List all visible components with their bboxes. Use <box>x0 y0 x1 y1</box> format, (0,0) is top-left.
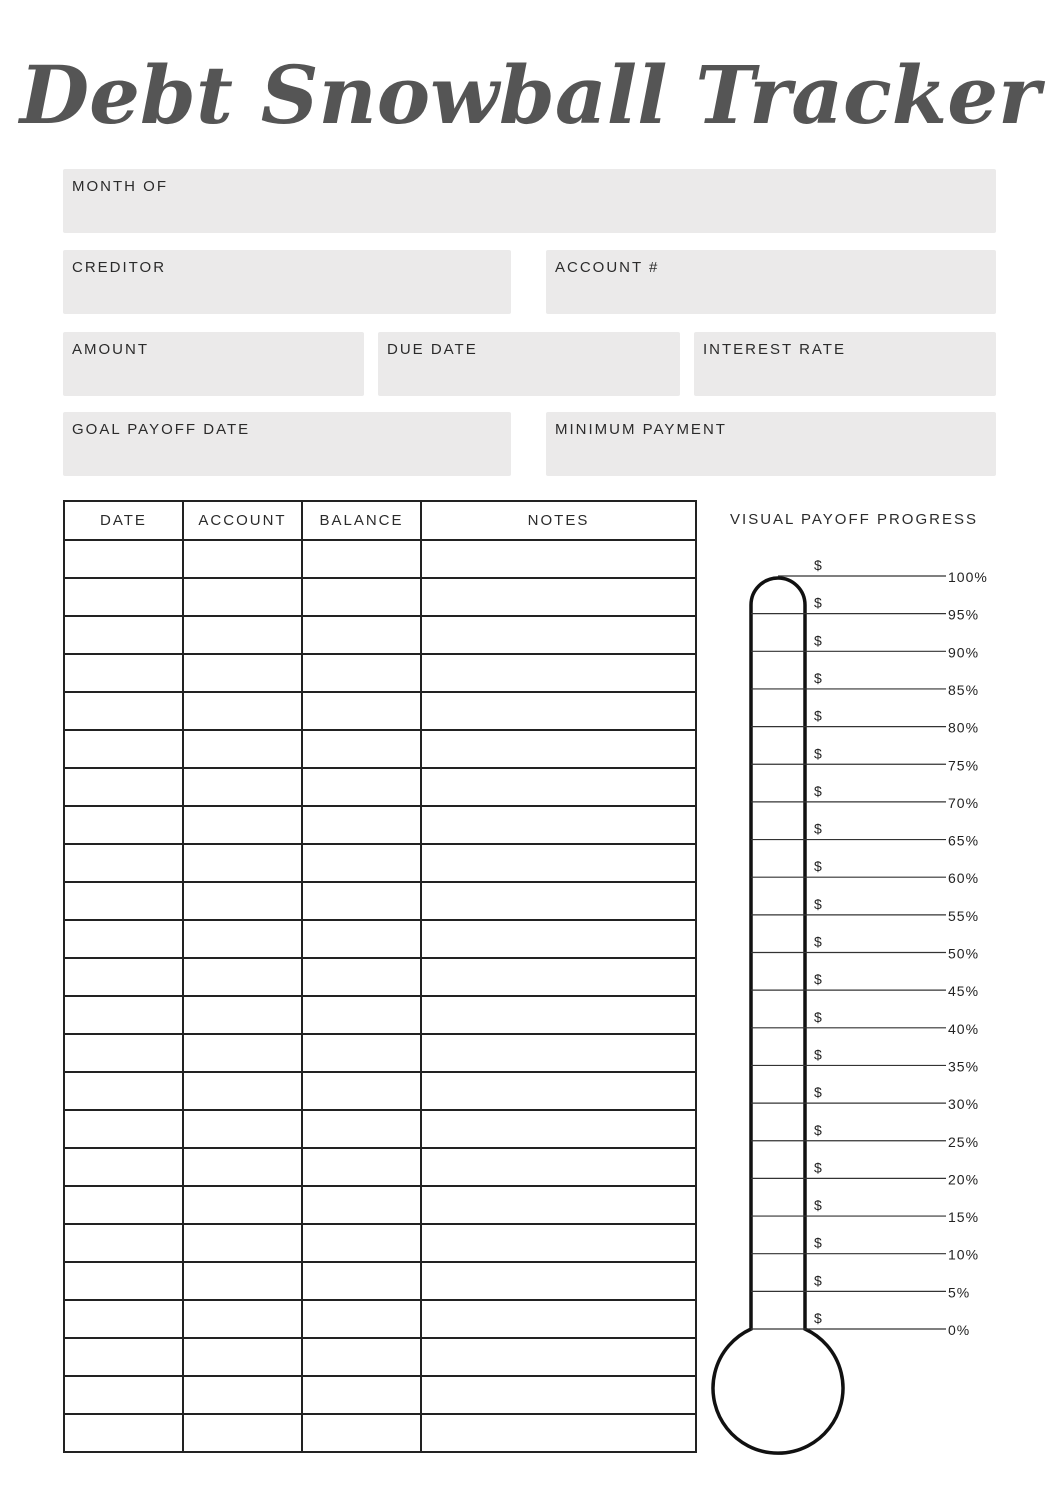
percent-label: 90% <box>948 644 980 661</box>
notes-cell[interactable] <box>421 958 696 996</box>
account-cell[interactable] <box>183 1072 302 1110</box>
date-cell[interactable] <box>64 692 183 730</box>
notes-cell[interactable] <box>421 1186 696 1224</box>
table-header-row <box>64 501 696 540</box>
dollar-amount-slot[interactable]: $ <box>814 707 823 724</box>
date-cell[interactable] <box>64 1034 183 1072</box>
dollar-amount-slot[interactable]: $ <box>814 745 823 762</box>
date-cell[interactable] <box>64 768 183 806</box>
dollar-amount-slot[interactable]: $ <box>814 858 823 875</box>
percent-label: 55% <box>948 907 980 924</box>
notes-cell[interactable] <box>421 844 696 882</box>
date-cell[interactable] <box>64 1186 183 1224</box>
balance-cell[interactable] <box>302 958 421 996</box>
balance-cell[interactable] <box>302 1414 421 1452</box>
table-row <box>64 768 696 806</box>
dollar-amount-slot[interactable]: $ <box>814 1197 823 1214</box>
interest-rate-label: INTEREST RATE <box>703 341 846 358</box>
goal-payoff-date-field[interactable] <box>63 412 511 476</box>
balance-cell[interactable] <box>302 1148 421 1186</box>
balance-cell[interactable] <box>302 730 421 768</box>
balance-cell[interactable] <box>302 1376 421 1414</box>
thermometer-graphic <box>700 550 1000 1470</box>
table-row <box>64 1376 696 1414</box>
date-cell[interactable] <box>64 806 183 844</box>
balance-cell[interactable] <box>302 578 421 616</box>
dollar-amount-slot[interactable]: $ <box>814 632 823 649</box>
date-cell[interactable] <box>64 882 183 920</box>
dollar-amount-slot[interactable]: $ <box>814 1008 823 1025</box>
page-title: Debt Snowball Tracker <box>19 48 1041 142</box>
table-row <box>64 616 696 654</box>
dollar-amount-slot[interactable]: $ <box>814 669 823 686</box>
account-cell[interactable] <box>183 1148 302 1186</box>
dollar-amount-slot[interactable]: $ <box>814 557 823 573</box>
dollar-amount-slot[interactable]: $ <box>814 594 823 611</box>
notes-cell[interactable] <box>421 1376 696 1414</box>
table-row <box>64 1034 696 1072</box>
balance-cell[interactable] <box>302 882 421 920</box>
date-cell[interactable] <box>64 540 183 578</box>
due-date-field[interactable] <box>378 332 680 396</box>
balance-cell[interactable] <box>302 768 421 806</box>
month-of-label: MONTH OF <box>72 178 168 195</box>
balance-cell[interactable] <box>302 844 421 882</box>
dollar-amount-slot[interactable]: $ <box>814 1084 823 1101</box>
balance-cell[interactable] <box>302 1186 421 1224</box>
percent-label: 15% <box>948 1209 980 1226</box>
balance-cell[interactable] <box>302 1338 421 1376</box>
dollar-amount-slot[interactable]: $ <box>814 1310 823 1326</box>
month-of-field[interactable] <box>63 169 996 233</box>
date-cell[interactable] <box>64 654 183 692</box>
minimum-payment-field[interactable] <box>546 412 996 476</box>
date-cell[interactable] <box>64 1414 183 1452</box>
table-row <box>64 578 696 616</box>
table-row <box>64 1110 696 1148</box>
balance-cell[interactable] <box>302 692 421 730</box>
table-body <box>64 540 696 1452</box>
account-cell[interactable] <box>183 1034 302 1072</box>
balance-cell[interactable] <box>302 1110 421 1148</box>
account-cell[interactable] <box>183 1300 302 1338</box>
balance-cell[interactable] <box>302 616 421 654</box>
percent-label: 5% <box>948 1284 971 1301</box>
notes-cell[interactable] <box>421 1338 696 1376</box>
balance-cell[interactable] <box>302 920 421 958</box>
payment-log-table <box>63 500 697 1453</box>
percent-label: 80% <box>948 719 980 736</box>
progress-title: VISUAL PAYOFF PROGRESS <box>730 511 978 528</box>
notes-cell[interactable] <box>421 1072 696 1110</box>
percent-label: 40% <box>948 1020 980 1037</box>
date-cell[interactable] <box>64 844 183 882</box>
percent-label: 60% <box>948 870 980 887</box>
header-balance: BALANCE <box>302 501 421 540</box>
account-cell[interactable] <box>183 768 302 806</box>
table-row <box>64 730 696 768</box>
account-cell[interactable] <box>183 1224 302 1262</box>
percent-label: 50% <box>948 945 980 962</box>
header-date: DATE <box>64 501 183 540</box>
notes-cell[interactable] <box>421 1224 696 1262</box>
account-cell[interactable] <box>183 882 302 920</box>
table-row <box>64 654 696 692</box>
dollar-amount-slot[interactable]: $ <box>814 1046 823 1063</box>
balance-cell[interactable] <box>302 654 421 692</box>
account-cell[interactable] <box>183 654 302 692</box>
percent-label: 70% <box>948 794 980 811</box>
minimum-payment-label: MINIMUM PAYMENT <box>555 421 727 438</box>
date-cell[interactable] <box>64 920 183 958</box>
table-row <box>64 1072 696 1110</box>
account-cell[interactable] <box>183 1338 302 1376</box>
date-cell[interactable] <box>64 1338 183 1376</box>
date-cell[interactable] <box>64 1224 183 1262</box>
percent-label: 20% <box>948 1171 980 1188</box>
percent-label: 100% <box>948 569 988 585</box>
table-row <box>64 540 696 578</box>
interest-rate-field[interactable] <box>694 332 996 396</box>
goal-payoff-date-label: GOAL PAYOFF DATE <box>72 421 251 438</box>
date-cell[interactable] <box>64 958 183 996</box>
notes-cell[interactable] <box>421 1148 696 1186</box>
table-row <box>64 996 696 1034</box>
date-cell[interactable] <box>64 730 183 768</box>
balance-cell[interactable] <box>302 540 421 578</box>
account-cell[interactable] <box>183 1186 302 1224</box>
percent-label: 75% <box>948 757 980 774</box>
percent-label: 25% <box>948 1133 980 1150</box>
account-cell[interactable] <box>183 616 302 654</box>
notes-cell[interactable] <box>421 1262 696 1300</box>
balance-cell[interactable] <box>302 1300 421 1338</box>
notes-cell[interactable] <box>421 1300 696 1338</box>
percent-label: 45% <box>948 983 980 1000</box>
account-cell[interactable] <box>183 806 302 844</box>
balance-cell[interactable] <box>302 996 421 1034</box>
account-cell[interactable] <box>183 692 302 730</box>
dollar-amount-slot[interactable]: $ <box>814 895 823 912</box>
account-number-field[interactable] <box>546 250 996 314</box>
notes-cell[interactable] <box>421 730 696 768</box>
notes-cell[interactable] <box>421 540 696 578</box>
date-cell[interactable] <box>64 1262 183 1300</box>
percent-label: 30% <box>948 1096 980 1113</box>
table-row <box>64 1262 696 1300</box>
table-row <box>64 1186 696 1224</box>
table-row <box>64 844 696 882</box>
balance-cell[interactable] <box>302 806 421 844</box>
account-number-label: ACCOUNT # <box>555 259 660 276</box>
percent-label: 65% <box>948 832 980 849</box>
date-cell[interactable] <box>64 1376 183 1414</box>
date-cell[interactable] <box>64 996 183 1034</box>
account-cell[interactable] <box>183 844 302 882</box>
due-date-label: DUE DATE <box>387 341 478 358</box>
percent-label: 35% <box>948 1058 980 1075</box>
date-cell[interactable] <box>64 616 183 654</box>
table-row <box>64 1300 696 1338</box>
balance-cell[interactable] <box>302 1034 421 1072</box>
notes-cell[interactable] <box>421 616 696 654</box>
header-notes: NOTES <box>421 501 696 540</box>
dollar-amount-slot[interactable]: $ <box>814 1121 823 1138</box>
percent-label: 0% <box>948 1322 971 1338</box>
notes-cell[interactable] <box>421 806 696 844</box>
notes-cell[interactable] <box>421 768 696 806</box>
table-row <box>64 1224 696 1262</box>
balance-cell[interactable] <box>302 1262 421 1300</box>
table-row <box>64 882 696 920</box>
notes-cell[interactable] <box>421 654 696 692</box>
dollar-amount-slot[interactable]: $ <box>814 971 823 988</box>
account-cell[interactable] <box>183 958 302 996</box>
creditor-field[interactable] <box>63 250 511 314</box>
notes-cell[interactable] <box>421 1414 696 1452</box>
dollar-amount-slot[interactable]: $ <box>814 1272 823 1289</box>
table-row <box>64 1414 696 1452</box>
notes-cell[interactable] <box>421 920 696 958</box>
notes-cell[interactable] <box>421 692 696 730</box>
table-row <box>64 806 696 844</box>
account-cell[interactable] <box>183 1376 302 1414</box>
date-cell[interactable] <box>64 1300 183 1338</box>
date-cell[interactable] <box>64 1148 183 1186</box>
dollar-amount-slot[interactable]: $ <box>814 933 823 950</box>
account-cell[interactable] <box>183 920 302 958</box>
creditor-label: CREDITOR <box>72 259 167 276</box>
dollar-amount-slot[interactable]: $ <box>814 1159 823 1176</box>
notes-cell[interactable] <box>421 578 696 616</box>
account-cell[interactable] <box>183 578 302 616</box>
account-cell[interactable] <box>183 1262 302 1300</box>
table-row <box>64 920 696 958</box>
percent-label: 10% <box>948 1246 980 1263</box>
amount-field[interactable] <box>63 332 364 396</box>
table-row <box>64 1148 696 1186</box>
dollar-amount-slot[interactable]: $ <box>814 782 823 799</box>
date-cell[interactable] <box>64 1110 183 1148</box>
table-row <box>64 1338 696 1376</box>
balance-cell[interactable] <box>302 1224 421 1262</box>
percent-label: 95% <box>948 606 980 623</box>
account-cell[interactable] <box>183 1110 302 1148</box>
amount-label: AMOUNT <box>72 341 149 358</box>
dollar-amount-slot[interactable]: $ <box>814 1234 823 1251</box>
balance-cell[interactable] <box>302 1072 421 1110</box>
date-cell[interactable] <box>64 1072 183 1110</box>
dollar-amount-slot[interactable]: $ <box>814 820 823 837</box>
account-cell[interactable] <box>183 540 302 578</box>
notes-cell[interactable] <box>421 996 696 1034</box>
account-cell[interactable] <box>183 1414 302 1452</box>
notes-cell[interactable] <box>421 882 696 920</box>
date-cell[interactable] <box>64 578 183 616</box>
header-account: ACCOUNT <box>183 501 302 540</box>
account-cell[interactable] <box>183 996 302 1034</box>
account-cell[interactable] <box>183 730 302 768</box>
thermometer-outline <box>713 578 843 1453</box>
notes-cell[interactable] <box>421 1110 696 1148</box>
table-row <box>64 692 696 730</box>
notes-cell[interactable] <box>421 1034 696 1072</box>
percent-label: 85% <box>948 681 980 698</box>
table-row <box>64 958 696 996</box>
